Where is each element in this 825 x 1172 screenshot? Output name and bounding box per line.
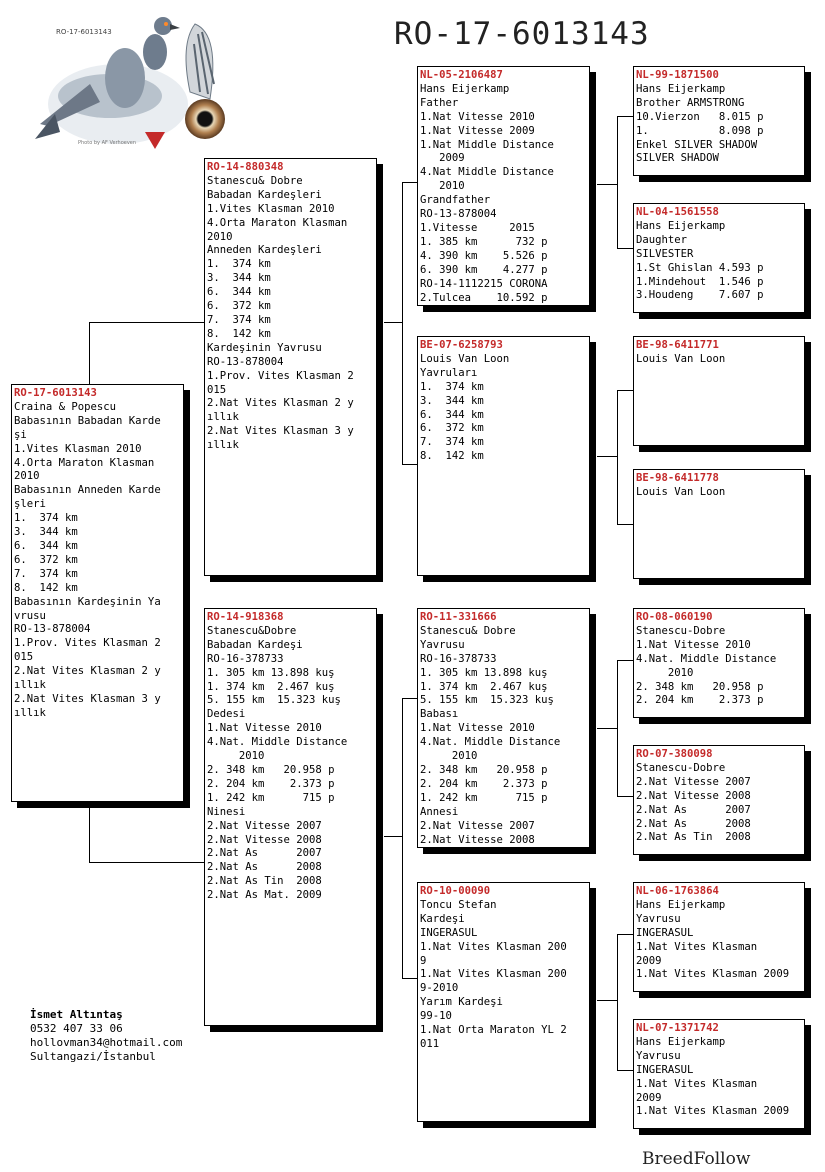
- pedigree-line: 1.Vites Klasman 2010: [14, 442, 142, 455]
- pedigree-line: 1. 242 km 715 p: [420, 791, 548, 804]
- pedigree-line: Louis Van Loon: [420, 352, 510, 365]
- pedigree-card-dam-dam-sire[interactable]: [633, 882, 805, 992]
- pedigree-line: 6. 372 km: [420, 422, 484, 435]
- pedigree-line: 7. 374 km: [14, 567, 78, 580]
- pedigree-line: 5. 155 km 15.323 kuş: [420, 694, 554, 707]
- pedigree-line: 1.Nat Vites Klasman 200: [420, 968, 567, 981]
- pedigree-line: 1.Nat Middle Distance: [420, 138, 554, 151]
- pedigree-line: 1. 374 km 2.467 kuş: [207, 680, 335, 693]
- connector: [597, 184, 617, 185]
- ring-number: NL-07-1371742: [636, 1022, 719, 1034]
- pedigree-line: RO-16-378733: [207, 652, 284, 665]
- pedigree-line: ıllık: [207, 439, 239, 452]
- pedigree-line: 1. 374 km 2.467 kuş: [420, 680, 548, 693]
- pedigree-line: 2010: [420, 750, 478, 763]
- ring-number: BE-98-6411771: [636, 339, 719, 351]
- pedigree-line: Grandfather: [420, 194, 491, 207]
- pedigree-line: 1.Nat Vites Klasman 200: [420, 940, 567, 953]
- pedigree-line: Kardeşinin Yavrusu: [207, 341, 322, 354]
- owner-contact: [30, 1008, 182, 1064]
- pedigree-line: 1.Nat Vitesse 2010: [420, 110, 535, 123]
- connector: [384, 836, 402, 837]
- pedigree-line: Stanescu&Dobre: [207, 624, 297, 637]
- pedigree-line: 1.Nat Vites Klasman 2009: [636, 968, 790, 981]
- pedigree-line: 1. 305 km 13.898 kuş: [420, 666, 548, 679]
- pedigree-line: 1. 374 km: [207, 258, 271, 271]
- pedigree-card-sire-dam-sire[interactable]: [633, 336, 805, 446]
- connector: [89, 802, 90, 862]
- connector: [89, 862, 204, 863]
- pedigree-line: Dedesi: [207, 708, 246, 721]
- pedigree-line: RO-13-878004: [14, 623, 91, 636]
- pedigree-line: 2.Nat As Tin 2008: [207, 875, 322, 888]
- connector: [617, 390, 618, 524]
- connector: [617, 524, 633, 525]
- pedigree-line: 2010: [420, 180, 465, 193]
- connector: [89, 322, 204, 323]
- pedigree-line: 1.Vites Klasman 2010: [207, 202, 335, 215]
- pedigree-line: 015: [207, 383, 227, 396]
- pedigree-line: 015: [14, 651, 34, 664]
- pedigree-line: Stanescu-Dobre: [636, 624, 726, 637]
- pedigree-line: Hans Eijerkamp: [636, 219, 726, 232]
- pedigree-line: Yavrusu: [420, 638, 465, 651]
- pedigree-line: 7. 374 km: [420, 436, 484, 449]
- pedigree-line: Anneden Kardeşleri: [207, 244, 322, 257]
- pedigree-line: 2.Nat As 2008: [207, 861, 322, 874]
- connector: [617, 1070, 633, 1071]
- owner-phone: 0532 407 33 06: [30, 1022, 123, 1035]
- pedigree-line: 2010: [207, 230, 233, 243]
- pedigree-line: 1.Nat Vitesse 2010: [636, 638, 751, 651]
- pedigree-line: Babasının Babadan Karde: [14, 414, 161, 427]
- pedigree-line: 2010: [636, 666, 694, 679]
- connector: [617, 248, 633, 249]
- connector: [597, 456, 617, 457]
- pedigree-card-sire-dam-dam[interactable]: [633, 469, 805, 579]
- owner-location: Sultangazi/İstanbul: [30, 1050, 156, 1063]
- pedigree-line: Babadan Kardeşleri: [207, 188, 322, 201]
- pigeon-photo: [30, 4, 230, 154]
- pedigree-line: 2.Nat Vitesse 2008: [207, 833, 322, 846]
- pedigree-card-dam-sire-sire[interactable]: [633, 608, 805, 718]
- pedigree-line: ıllık: [14, 706, 46, 719]
- pedigree-line: 2010: [14, 470, 40, 483]
- pedigree-line: Babası: [420, 708, 459, 721]
- pedigree-line: ıllık: [14, 679, 46, 692]
- pedigree-line: 2. 204 km 2.373 p: [420, 777, 548, 790]
- pedigree-line: 2.Nat Vitesse 2007: [420, 819, 535, 832]
- pedigree-line: 1.Nat Vitesse 2010: [207, 722, 322, 735]
- pedigree-line: 5. 155 km 15.323 kuş: [207, 694, 341, 707]
- pedigree-line: 2. 204 km 2.373 p: [207, 777, 335, 790]
- pedigree-line: 6. 344 km: [207, 286, 271, 299]
- pedigree-line: 1. 374 km: [14, 512, 78, 525]
- pedigree-card-sire-sire-dam[interactable]: [633, 203, 805, 313]
- pedigree-line: 99-10: [420, 1010, 452, 1023]
- ring-number: NL-99-1871500: [636, 69, 719, 81]
- pedigree-line: 4. 390 km 5.526 p: [420, 249, 548, 262]
- pedigree-line: RO-14-1112215 CORONA: [420, 277, 548, 290]
- connector: [597, 728, 617, 729]
- pedigree-line: 4.Nat. Middle Distance: [420, 736, 561, 749]
- pedigree-line: 1.Nat Orta Maraton YL 2: [420, 1024, 567, 1037]
- ring-number: RO-11-331666: [420, 611, 497, 623]
- connector: [617, 934, 633, 935]
- pedigree-line: Stanescu& Dobre: [207, 174, 303, 187]
- pedigree-line: Kardeşi: [420, 912, 465, 925]
- pedigree-line: Father: [420, 96, 459, 109]
- pedigree-line: 1.St Ghislan 4.593 p: [636, 261, 764, 274]
- pedigree-line: 3. 344 km: [14, 526, 78, 539]
- connector: [617, 390, 633, 391]
- pedigree-line: 8. 142 km: [14, 581, 78, 594]
- pedigree-line: 3.Houdeng 7.607 p: [636, 289, 764, 302]
- pedigree-line: 2.Nat As 2008: [636, 817, 751, 830]
- pedigree-line: 3. 344 km: [420, 394, 484, 407]
- pedigree-line: 2.Nat Vites Klasman 3 y: [14, 692, 161, 705]
- pedigree-line: 8. 142 km: [420, 450, 484, 463]
- connector: [617, 796, 633, 797]
- svg-text:Photo by AF Verhoeven: Photo by AF Verhoeven: [78, 140, 137, 146]
- pedigree-line: 1.Mindehout 1.546 p: [636, 275, 764, 288]
- pedigree-line: 4.Nat. Middle Distance: [207, 736, 348, 749]
- pedigree-line: 2.Nat Vites Klasman 2 y: [14, 665, 161, 678]
- pedigree-line: Annesi: [420, 805, 459, 818]
- pedigree-line: Babasının Anneden Karde: [14, 484, 161, 497]
- pedigree-line: 2.Tulcea 10.592 p: [420, 291, 548, 304]
- connector: [402, 182, 403, 464]
- pedigree-line: Stanescu& Dobre: [420, 624, 516, 637]
- pedigree-line: vrusu: [14, 609, 46, 622]
- pedigree-line: INGERASUL: [420, 926, 478, 939]
- pedigree-line: 1.Prov. Vites Klasman 2: [14, 637, 161, 650]
- ring-number: RO-14-918368: [207, 611, 284, 623]
- connector: [89, 322, 90, 384]
- ring-number: BE-07-6258793: [420, 339, 503, 351]
- pedigree-card-dam-sire[interactable]: [417, 608, 590, 848]
- connector: [402, 464, 417, 465]
- pedigree-line: RO-13-878004: [207, 355, 284, 368]
- pedigree-line: 2.Nat As Tin 2008: [636, 831, 751, 844]
- pedigree-title: RO-17-6013143: [394, 16, 650, 52]
- pedigree-line: RO-13-878004: [420, 208, 497, 221]
- pedigree-line: 2009: [420, 152, 465, 165]
- pedigree-line: 4.Nat. Middle Distance: [636, 652, 777, 665]
- pedigree-line: 1. 374 km: [420, 380, 484, 393]
- pedigree-line: 2. 348 km 20.958 p: [420, 763, 548, 776]
- pedigree-line: 6. 344 km: [420, 408, 484, 421]
- pedigree-card-subject[interactable]: [11, 384, 184, 802]
- pedigree-line: SILVESTER: [636, 247, 694, 260]
- connector: [617, 660, 618, 796]
- pedigree-line: 1.Nat Vitesse 2009: [420, 124, 535, 137]
- pedigree-line: Craina & Popescu: [14, 400, 117, 413]
- connector: [402, 182, 417, 183]
- pedigree-line: 1.Nat Vites Klasman: [636, 940, 758, 953]
- pedigree-line: ıllık: [207, 411, 239, 424]
- pedigree-line: 9: [420, 954, 427, 967]
- pedigree-line: 6. 372 km: [207, 300, 271, 313]
- ring-number: BE-98-6411778: [636, 472, 719, 484]
- pedigree-line: Yavruları: [420, 366, 478, 379]
- pedigree-line: 4.Orta Maraton Klasman: [14, 456, 155, 469]
- pedigree-card-dam-dam-dam[interactable]: [633, 1019, 805, 1129]
- pedigree-line: 1.Nat Vites Klasman: [636, 1077, 758, 1090]
- pedigree-line: 2.Nat Vites Klasman 3 y: [207, 425, 354, 438]
- pedigree-line: Enkel SILVER SHADOW: [636, 138, 758, 151]
- pedigree-line: Daughter: [636, 233, 688, 246]
- pedigree-line: 1. 242 km 715 p: [207, 791, 335, 804]
- pedigree-line: 1.Vitesse 2015: [420, 221, 535, 234]
- pedigree-line: 1. 385 km 732 p: [420, 235, 548, 248]
- pedigree-line: Stanescu-Dobre: [636, 761, 726, 774]
- pedigree-line: 2.Nat As 2007: [207, 847, 322, 860]
- pedigree-line: SILVER SHADOW: [636, 152, 719, 165]
- pedigree-card-sire[interactable]: [204, 158, 377, 576]
- owner-email[interactable]: hollovman34@hotmail.com: [30, 1036, 183, 1049]
- connector: [402, 978, 417, 979]
- pedigree-line: Louis Van Loon: [636, 352, 726, 365]
- pedigree-line: 2.Nat Vitesse 2008: [420, 833, 535, 846]
- pedigree-line: INGERASUL: [636, 1063, 694, 1076]
- pedigree-line: RO-16-378733: [420, 652, 497, 665]
- pedigree-line: Toncu Stefan: [420, 898, 497, 911]
- pedigree-line: 1. 8.098 p: [636, 124, 764, 137]
- connector: [617, 116, 633, 117]
- pedigree-card-dam[interactable]: [204, 608, 377, 1026]
- pedigree-line: 2.Nat Vitesse 2007: [207, 819, 322, 832]
- pedigree-line: şleri: [14, 498, 46, 511]
- pedigree-line: şi: [14, 428, 27, 441]
- connector: [597, 1000, 617, 1001]
- photo-caption: RO-17-6013143: [56, 28, 112, 36]
- pedigree-line: Babadan Kardeşi: [207, 638, 303, 651]
- connector: [402, 698, 403, 978]
- pedigree-line: 7. 374 km: [207, 313, 271, 326]
- pedigree-line: 8. 142 km: [207, 327, 271, 340]
- pedigree-line: Brother ARMSTRONG: [636, 96, 745, 109]
- connector: [617, 116, 618, 248]
- pedigree-line: 2010: [207, 750, 265, 763]
- pedigree-line: 4.Orta Maraton Klasman: [207, 216, 348, 229]
- pedigree-line: 6. 372 km: [14, 553, 78, 566]
- ring-number: RO-14-880348: [207, 161, 284, 173]
- brand-logo: BreedFollow: [642, 1149, 751, 1169]
- pedigree-card-dam-dam[interactable]: [417, 882, 590, 1122]
- pedigree-line: 2.Nat Vites Klasman 2 y: [207, 397, 354, 410]
- pedigree-line: Yarım Kardeşi: [420, 996, 503, 1009]
- connector: [402, 698, 417, 699]
- pedigree-line: 2.Nat As Mat. 2009: [207, 889, 322, 902]
- pedigree-card-sire-dam[interactable]: [417, 336, 590, 576]
- ring-number: RO-17-6013143: [14, 387, 97, 399]
- pedigree-line: Ninesi: [207, 805, 246, 818]
- pedigree-line: 3. 344 km: [207, 272, 271, 285]
- connector: [384, 322, 402, 323]
- pedigree-line: 10.Vierzon 8.015 p: [636, 110, 764, 123]
- ring-number: RO-10-00090: [420, 885, 491, 897]
- pedigree-line: Yavrusu: [636, 912, 681, 925]
- ring-number: RO-08-060190: [636, 611, 713, 623]
- ring-number: NL-06-1763864: [636, 885, 719, 897]
- pedigree-line: 6. 390 km 4.277 p: [420, 263, 548, 276]
- pedigree-card-sire-sire[interactable]: [417, 66, 590, 306]
- pedigree-line: 1.Nat Vites Klasman 2009: [636, 1105, 790, 1118]
- connector: [617, 934, 618, 1070]
- pedigree-line: 1. 305 km 13.898 kuş: [207, 666, 335, 679]
- pedigree-line: Hans Eijerkamp: [636, 898, 726, 911]
- pedigree-line: Hans Eijerkamp: [420, 82, 510, 95]
- pedigree-line: 4.Nat Middle Distance: [420, 166, 554, 179]
- pedigree-line: Hans Eijerkamp: [636, 1035, 726, 1048]
- pedigree-line: Louis Van Loon: [636, 485, 726, 498]
- connector: [617, 660, 633, 661]
- pedigree-line: 2. 348 km 20.958 p: [207, 763, 335, 776]
- pedigree-line: 1.Prov. Vites Klasman 2: [207, 369, 354, 382]
- pedigree-line: 2.Nat As 2007: [636, 803, 751, 816]
- pedigree-line: Yavrusu: [636, 1049, 681, 1062]
- pedigree-line: 2.Nat Vitesse 2008: [636, 789, 751, 802]
- pedigree-line: 2.Nat Vitesse 2007: [636, 775, 751, 788]
- pedigree-card-sire-sire-sire[interactable]: [633, 66, 805, 176]
- pedigree-line: 9-2010: [420, 982, 459, 995]
- pedigree-line: 011: [420, 1037, 440, 1050]
- pedigree-line: 2. 204 km 2.373 p: [636, 694, 764, 707]
- owner-name: İsmet Altıntaş: [30, 1008, 123, 1021]
- pedigree-line: 2009: [636, 954, 662, 967]
- ring-number: NL-04-1561558: [636, 206, 719, 218]
- pedigree-line: 2009: [636, 1091, 662, 1104]
- pedigree-line: Babasının Kardeşinin Ya: [14, 595, 161, 608]
- pedigree-line: 1.Nat Vitesse 2010: [420, 722, 535, 735]
- ring-number: NL-05-2106487: [420, 69, 503, 81]
- pedigree-line: Hans Eijerkamp: [636, 82, 726, 95]
- pedigree-card-dam-sire-dam[interactable]: [633, 745, 805, 855]
- pedigree-line: 2. 348 km 20.958 p: [636, 680, 764, 693]
- pedigree-line: 6. 344 km: [14, 539, 78, 552]
- pedigree-line: INGERASUL: [636, 926, 694, 939]
- ring-number: RO-07-380098: [636, 748, 713, 760]
